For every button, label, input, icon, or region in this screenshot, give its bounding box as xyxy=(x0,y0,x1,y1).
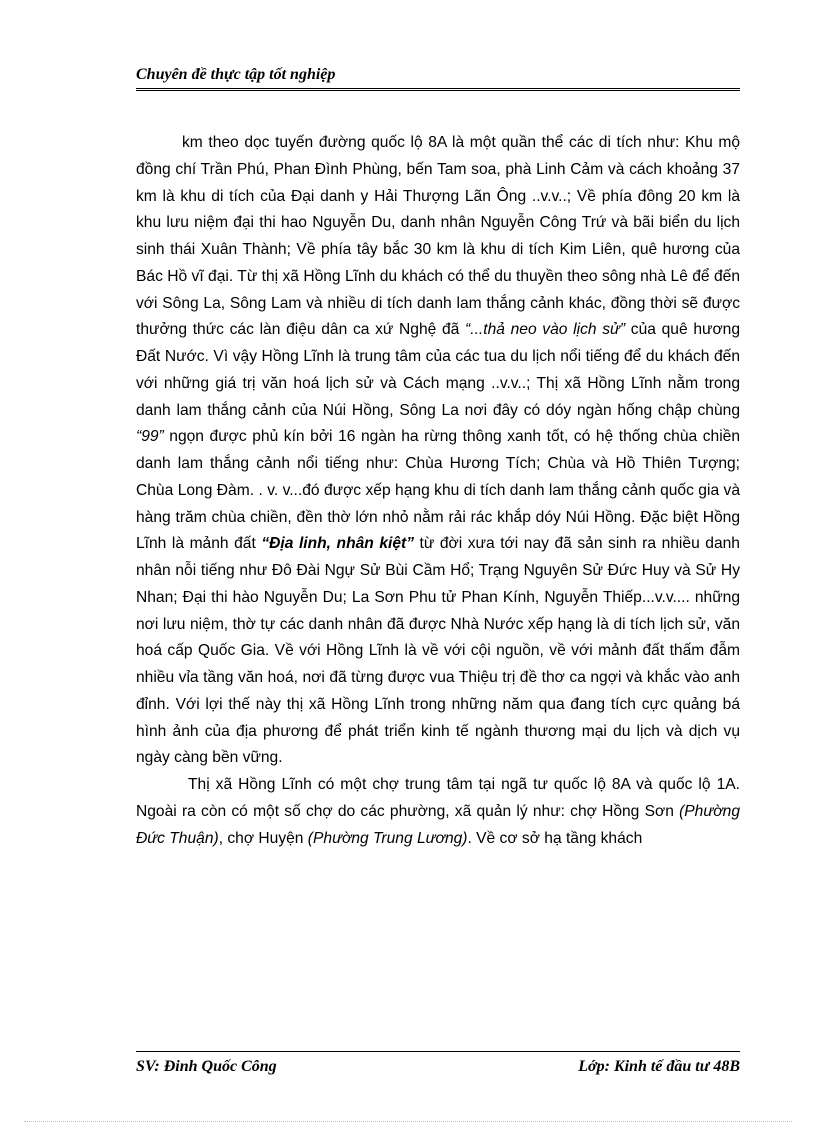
footer-divider xyxy=(136,1051,740,1052)
paragraph-1-text-2: của quê hương Đất Nước. Vì vậy Hồng Lĩnh là trung tâm của các tua du lịch nổi tiếng để du khách đến với những giá trị văn hoá lịch sử và Cách mạng ..v.v..; Thị xã Hồng Lĩnh nằm trong danh lam thắng cảnh của Núi Hồng, Sông La nơi đây có dóy ngàn hống chập chùng xyxy=(136,321,741,419)
paragraph-2-text-3: . Về cơ sở hạ tầng khách xyxy=(467,829,643,847)
page-bottom-edge xyxy=(24,1121,792,1122)
footer-student-name: SV: Đinh Quốc Công xyxy=(136,1058,277,1075)
paragraph-1-text-4: từ đời xưa tới nay đã sản sinh ra nhiều danh nhân nỗi tiếng như Đô Đài Ngự Sử Bùi Cầm Hổ; Trạng Nguyên Sử Đức Huy và Sử Hy Nhan; Đại thi hào Nguyễn Du; La Sơn Phu tử Phan Kính, Nguyễn Thiếp...v.v.... những nơi lưu niệm, thờ tự các danh nhân đã được Nhà Nước xếp hạng là di tích lịch sử, văn hoá cấp Quốc Gia. Về với Hồng Lĩnh là về với cội nguồn, về với mảnh đất thấm đẫm nhiều vỉa tầng văn hoá, nơi đã từng được vua Thiệu trị đề thơ ca ngợi và khắc vào anh đỉnh. Với lợi thế này thị xã Hồng Lĩnh trong những năm qua đang tích cực quảng bá hình ảnh của địa phương để phát triển kinh tế ngành thương mại du lịch và dịch vụ ngày càng bền vững. xyxy=(136,535,740,767)
paragraph-1-text-3: ngọn được phủ kín bởi 16 ngàn ha rừng thông xanh tốt, có hệ thống chùa chiền danh lam thắng cảnh nổi tiếng như: Chùa Hương Tích; Chùa và Hồ Thiên Tượng; Chùa Long Đàm. . v. v...đó được xếp hạng khu di tích danh lam thắng cảnh quốc gia và hàng trăm chùa chiền, đền thờ lớn nhỏ nằm rải rác khắp dóy Núi Hồng. Đặc biệt Hồng Lĩnh là mảnh đất xyxy=(136,428,740,553)
header-divider xyxy=(136,88,740,91)
paragraph-2 xyxy=(136,772,740,852)
header-title: Chuyên đề thực tập tốt nghiệp xyxy=(136,66,336,83)
paragraph-1 xyxy=(136,130,740,772)
paragraph-1-quote-1: “...thả neo vào lịch sử” xyxy=(465,321,626,339)
paragraph-1-text-1: km theo dọc tuyến đường quốc lộ 8A là một quần thể các di tích như: Khu mộ đồng chí Trần Phú, Phan Đình Phùng, bến Tam soa, phà Linh Cảm và cách khoảng 37 km là khu di tích của Đại danh y Hải Thượng Lãn Ông ..v.v..; Về phía đông 20 km là khu lưu niệm đại thi hao Nguyễn Du, danh nhân Nguyễn Công Trứ và bãi biển du lịch sinh thái Xuân Thành; Về phía tây bắc 30 km là khu di tích Kim Liên, quê hương của Bác Hồ vĩ đại. Từ thị xã Hồng Lĩnh du khách có thể du thuyền theo sông nhà Lê để đến với Sông La, Sông Lam và nhiều di tích danh lam thắng cảnh khác, đồng thời sẽ được thưởng thức các làn điệu dân ca xứ Nghệ đã xyxy=(136,134,740,339)
footer-class-name: Lớp: Kinh tế đầu tư 48B xyxy=(578,1058,740,1075)
paragraph-2-text-1: Thị xã Hồng Lĩnh có một chợ trung tâm tại ngã tư quốc lộ 8A và quốc lộ 1A. Ngoài ra còn có một số chợ do các phường, xã quản lý như: chợ Hồng Sơn xyxy=(136,776,740,820)
page-header xyxy=(136,64,740,86)
paragraph-1-quote-3: “Địa linh, nhân kiệt” xyxy=(261,535,414,553)
paragraph-1-quote-2: “99” xyxy=(136,428,164,446)
paragraph-2-italic-2: (Phường Trung Lương) xyxy=(307,829,468,847)
paragraph-2-text-2: , chợ Huyện xyxy=(218,829,308,847)
document-body xyxy=(136,130,740,852)
paragraph-2-italic-1: (Phường Đức Thuận) xyxy=(136,802,740,847)
